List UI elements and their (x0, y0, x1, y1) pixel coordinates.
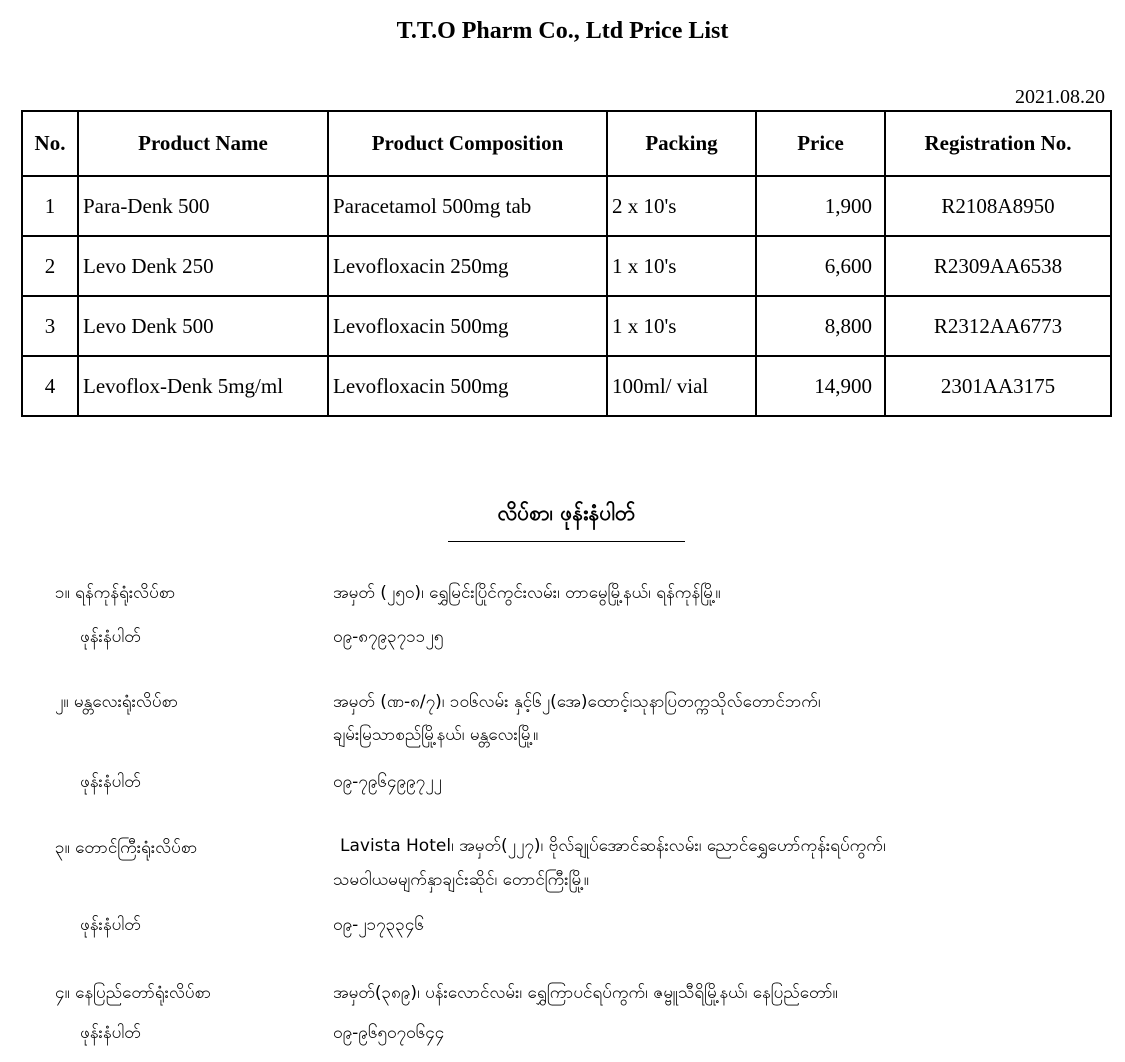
branch-address-line: သမဝါယမမျက်နှာချင်းဆိုင်၊ တောင်ကြီးမြို့။ (333, 870, 589, 890)
branch-address-line: အမှတ်(၃၈၉)၊ ပန်းလောင်လမ်း၊ ရွှေကြာပင်ရပ်ကွက်၊ ဇမ္ဗူသီရိမြို့နယ်၊ နေပြည်တော်။ (333, 983, 838, 1003)
header-product-composition: Product Composition (328, 111, 607, 176)
cell-price: 14,900 (756, 356, 885, 416)
cell-product-name: Levo Denk 500 (78, 296, 328, 356)
cell-packing: 1 x 10's (607, 236, 756, 296)
cell-composition: Levofloxacin 500mg (328, 296, 607, 356)
cell-no: 4 (22, 356, 78, 416)
cell-price: 1,900 (756, 176, 885, 236)
branch-label: ၄။ နေပြည်တော်ရုံးလိပ်စာ (55, 983, 212, 1003)
cell-no: 3 (22, 296, 78, 356)
cell-price: 6,600 (756, 236, 885, 296)
branch-label: ၂။ မန္တလေးရုံးလိပ်စာ (55, 692, 179, 712)
phone-number: ၀၉-၈၇၉၃၇၁၁၂၅ (333, 627, 444, 647)
branch-address-line: Lavista Hotel၊ အမှတ်(၂၂၇)၊ ဗိုလ်ချုပ်အောင်ဆန်းလမ်း၊ ညောင်ရွှေဟော်ကုန်းရပ်ကွက်၊ (340, 836, 886, 856)
cell-packing: 2 x 10's (607, 176, 756, 236)
cell-no: 2 (22, 236, 78, 296)
branch-address-line: အမှတ် (ဏ-၈/၇)၊ ၁၀၆လမ်း နှင့်၆၂(အေ)ထောင့်၊သုနာပြတက္ကသိုလ်တောင်ဘက်၊ (333, 692, 821, 712)
header-price: Price (756, 111, 885, 176)
header-no: No. (22, 111, 78, 176)
address-heading: လိပ်စာ၊ ဖုန်းနံပါတ် (448, 500, 685, 542)
cell-composition: Levofloxacin 500mg (328, 356, 607, 416)
branch-label: ၁။ ရန်ကုန်ရုံးလိပ်စာ (55, 583, 176, 603)
cell-packing: 100ml/ vial (607, 356, 756, 416)
branch-address-line: အမှတ် (၂၅၀)၊ ရွှေမြင်းပြိုင်ကွင်းလမ်း၊ တာမွေမြို့နယ်၊ ရန်ကုန်မြို့။ (333, 583, 721, 603)
branch-address-line: ချမ်းမြသာစည်မြို့နယ်၊ မန္တလေးမြို့။ (333, 725, 539, 745)
cell-composition: Paracetamol 500mg tab (328, 176, 607, 236)
phone-label: ဖုန်းနံပါတ် (80, 1023, 141, 1043)
cell-no: 1 (22, 176, 78, 236)
phone-label: ဖုန်းနံပါတ် (80, 772, 141, 792)
cell-registration-no: R2309AA6538 (885, 236, 1111, 296)
cell-registration-no: R2108A8950 (885, 176, 1111, 236)
phone-number: ၀၉-၇၉၆၄၉၉၇၂၂ (333, 772, 442, 792)
cell-product-name: Para-Denk 500 (78, 176, 328, 236)
cell-registration-no: R2312AA6773 (885, 296, 1111, 356)
cell-price: 8,800 (756, 296, 885, 356)
header-registration-no: Registration No. (885, 111, 1111, 176)
header-packing: Packing (607, 111, 756, 176)
phone-label: ဖုန်းနံပါတ် (80, 915, 141, 935)
document-date: 2021.08.20 (1015, 86, 1105, 108)
cell-product-name: Levo Denk 250 (78, 236, 328, 296)
phone-label: ဖုန်းနံပါတ် (80, 627, 141, 647)
cell-product-name: Levoflox-Denk 5mg/ml (78, 356, 328, 416)
branch-label: ၃။ တောင်ကြီးရုံးလိပ်စာ (55, 838, 198, 858)
cell-packing: 1 x 10's (607, 296, 756, 356)
phone-number: ၀၉-၉၆၅၀၇၀၆၄၄ (333, 1023, 445, 1043)
phone-number: ၀၉-၂၁၇၃၃၄၆ (333, 915, 424, 935)
cell-composition: Levofloxacin 250mg (328, 236, 607, 296)
header-product-name: Product Name (78, 111, 328, 176)
cell-registration-no: 2301AA3175 (885, 356, 1111, 416)
document-title: T.T.O Pharm Co., Ltd Price List (396, 18, 729, 44)
